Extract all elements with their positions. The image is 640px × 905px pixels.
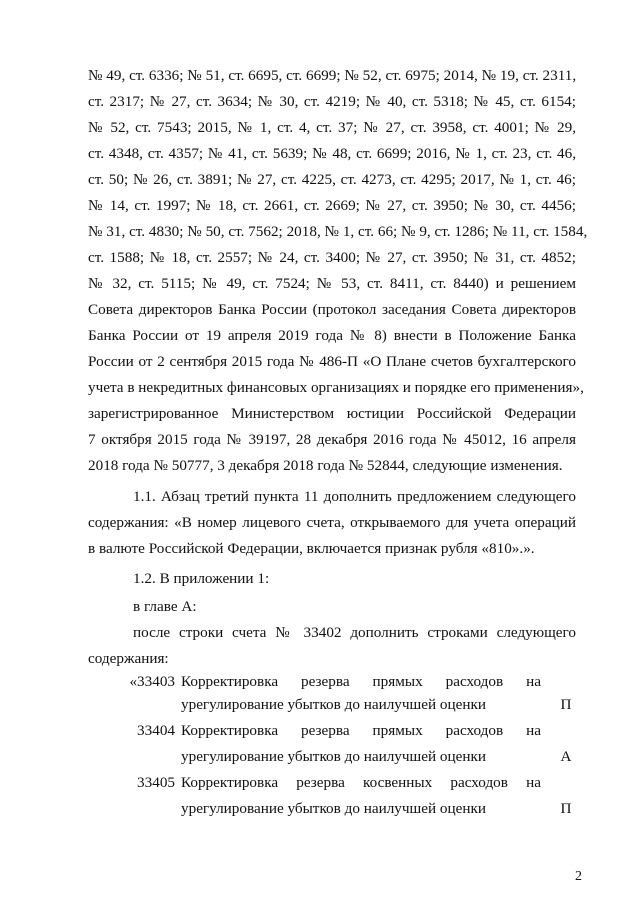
- account-type-mark: А: [560, 748, 572, 765]
- body-line: № 52, ст. 7543; 2015, № 1, ст. 4, ст. 37; № 27, ст. 3958, ст. 4001; № 29,: [88, 119, 576, 136]
- para-1-1-line: содержания: «В номер лицевого счета, открываемого для учета операций: [88, 514, 576, 531]
- account-type-mark: П: [560, 800, 572, 817]
- account-number: 33405: [137, 774, 175, 791]
- page-number: 2: [575, 869, 582, 884]
- body-line: Совета директоров Банка России (протокол заседания Совета директоров: [88, 301, 576, 318]
- account-number: «33403: [129, 673, 175, 690]
- para-1-1-line: в валюте Российской Федерации, включается признак рубля «810».».: [88, 540, 535, 557]
- body-line: № 49, ст. 6336; № 51, ст. 6695, ст. 6699; № 52, ст. 6975; 2014, № 19, ст. 2311,: [88, 67, 577, 84]
- para-1-1-line: 1.1. Абзац третий пункта 11 дополнить предложением следующего: [133, 488, 576, 505]
- after-row-line: после строки счета № 33402 дополнить строками следующего: [133, 624, 576, 641]
- body-line: № 32, ст. 5115; № 49, ст. 7524; № 53, ст. 8411, ст. 8440) и решением: [88, 275, 576, 292]
- account-description: Корректировка резерва прямых расходов на: [181, 722, 541, 739]
- body-line: ст. 50; № 26, ст. 3891; № 27, ст. 4225, ст. 4273, ст. 4295; 2017, № 1, ст. 46;: [88, 171, 576, 188]
- account-description: Корректировка резерва косвенных расходов на: [181, 774, 541, 791]
- after-row-line: содержания:: [88, 650, 169, 667]
- account-description: урегулирование убытков до наилучшей оценки: [181, 800, 486, 817]
- body-line: России от 2 сентября 2015 года № 486-П «О Плане счетов бухгалтерского: [88, 353, 576, 370]
- account-description: урегулирование убытков до наилучшей оценки: [181, 696, 486, 713]
- body-line: ст. 4348, ст. 4357; № 41, ст. 5639; № 48, ст. 6699; 2016, № 1, ст. 23, ст. 46,: [88, 145, 576, 162]
- account-type-mark: П: [560, 696, 572, 713]
- chapter-a-line: в главе А:: [133, 598, 197, 615]
- body-line: учета в некредитных финансовых организациях и порядке его применения»,: [88, 379, 584, 396]
- account-number: 33404: [137, 722, 175, 739]
- body-line: № 14, ст. 1997; № 18, ст. 2661, ст. 2669; № 27, ст. 3950; № 30, ст. 4456;: [88, 197, 576, 214]
- body-line: Банка России от 19 апреля 2019 года № 8) внести в Положение Банка: [88, 327, 576, 344]
- body-line: 2018 года № 50777, 3 декабря 2018 года № 52844, следующие изменения.: [88, 457, 563, 474]
- account-description: урегулирование убытков до наилучшей оценки: [181, 748, 486, 765]
- body-line: 7 октября 2015 года № 39197, 28 декабря 2016 года № 45012, 16 апреля: [88, 431, 576, 448]
- body-line: зарегистрированное Министерством юстиции Российской Федерации: [88, 405, 576, 422]
- body-line: ст. 1588; № 18, ст. 2557; № 24, ст. 3400; № 27, ст. 3950; № 31, ст. 4852;: [88, 249, 576, 266]
- para-1-2: 1.2. В приложении 1:: [133, 570, 270, 587]
- body-line: № 31, ст. 4830; № 50, ст. 7562; 2018, № 1, ст. 66; № 9, ст. 1286; № 11, ст. 1584,: [88, 223, 588, 240]
- account-description: Корректировка резерва прямых расходов на: [181, 673, 541, 690]
- body-line: ст. 2317; № 27, ст. 3634; № 30, ст. 4219; № 40, ст. 5318; № 45, ст. 6154;: [88, 93, 576, 110]
